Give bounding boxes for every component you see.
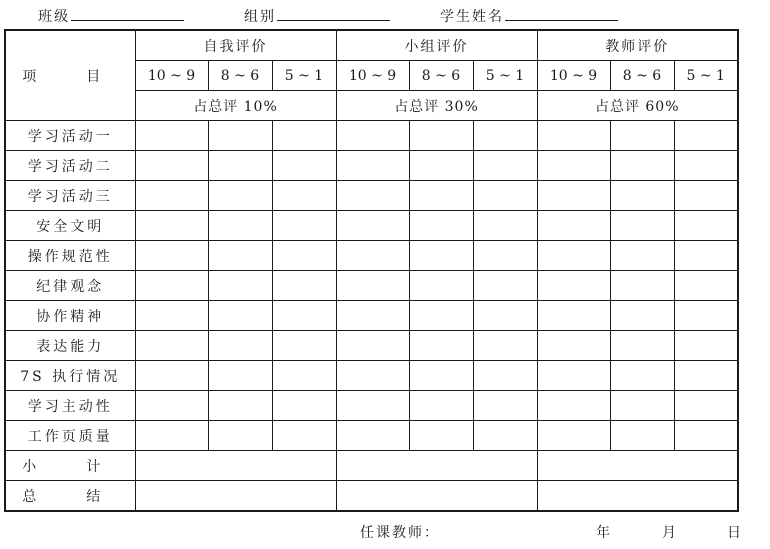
score-input-cell[interactable] [674,241,738,271]
evaluation-row [5,331,738,361]
score-input-cell[interactable] [537,421,610,451]
score-input-cell[interactable] [674,121,738,151]
score-input-cell[interactable] [208,121,272,151]
score-input-cell[interactable] [208,391,272,421]
score-input-cell[interactable] [272,421,336,451]
student-name-blank[interactable] [505,4,618,21]
score-input-cell[interactable] [208,211,272,241]
evaluation-row [5,301,738,331]
score-input-cell[interactable] [610,241,674,271]
summary-label: 总 结 [5,481,135,512]
score-input-cell[interactable] [135,301,208,331]
group-blank[interactable] [277,4,390,21]
score-input-cell[interactable] [208,271,272,301]
score-input-cell[interactable] [674,331,738,361]
score-input-cell[interactable] [610,151,674,181]
score-input-cell[interactable] [473,301,537,331]
score-input-cell[interactable] [537,211,610,241]
score-input-cell[interactable] [208,331,272,361]
teacher-eval-weight: 占总评 60% [537,91,738,121]
score-input-cell[interactable] [135,211,208,241]
score-input-cell[interactable] [537,301,610,331]
score-input-cell[interactable] [336,121,409,151]
score-input-cell[interactable] [336,271,409,301]
group-label: 组别 [244,9,276,25]
item-label: 工作页质量 [5,421,135,451]
score-input-cell[interactable] [336,181,409,211]
score-input-cell[interactable] [674,301,738,331]
score-input-cell[interactable] [610,121,674,151]
score-input-cell[interactable] [409,121,473,151]
score-input-cell[interactable] [409,181,473,211]
score-input-cell[interactable] [473,181,537,211]
score-input-cell[interactable] [473,211,537,241]
score-input-cell[interactable] [674,361,738,391]
group-eval-weight: 占总评 30% [336,91,537,121]
score-input-cell[interactable] [473,151,537,181]
group-field [244,4,390,26]
score-input-cell[interactable] [409,331,473,361]
score-range-cell: 5 ~ 1 [473,61,537,91]
item-label: 学习活动二 [5,151,135,181]
score-input-cell[interactable] [135,121,208,151]
score-input-cell[interactable] [610,421,674,451]
score-input-cell[interactable] [610,301,674,331]
score-input-cell[interactable] [208,241,272,271]
score-input-cell[interactable] [674,271,738,301]
score-input-cell[interactable] [336,331,409,361]
score-input-cell[interactable] [409,421,473,451]
score-input-cell[interactable] [135,391,208,421]
day-label: 日 [727,525,743,541]
score-input-cell[interactable] [610,271,674,301]
class-field [38,4,184,26]
score-input-cell[interactable] [135,181,208,211]
score-input-cell[interactable] [610,211,674,241]
evaluation-row [5,151,738,181]
teacher-subtotal-cell[interactable] [537,451,738,481]
score-range-cell: 5 ~ 1 [674,61,738,91]
score-input-cell[interactable] [135,361,208,391]
score-range-cell: 10 ~ 9 [537,61,610,91]
score-input-cell[interactable] [409,301,473,331]
group-eval-header: 小组评价 [336,30,537,61]
score-input-cell[interactable] [674,211,738,241]
teacher-signature-label: 任课教师： [360,525,440,541]
score-input-cell[interactable] [336,211,409,241]
score-input-cell[interactable] [272,301,336,331]
self-summary-cell[interactable] [135,481,336,512]
evaluation-row [5,421,738,451]
evaluation-row [5,361,738,391]
class-label: 班级 [38,9,70,25]
form-footer [0,522,770,542]
score-input-cell[interactable] [409,391,473,421]
score-input-cell[interactable] [473,421,537,451]
score-input-cell[interactable] [537,331,610,361]
score-input-cell[interactable] [610,391,674,421]
score-input-cell[interactable] [336,361,409,391]
score-input-cell[interactable] [336,421,409,451]
score-input-cell[interactable] [135,331,208,361]
score-input-cell[interactable] [272,121,336,151]
score-input-cell[interactable] [409,271,473,301]
score-input-cell[interactable] [336,391,409,421]
score-input-cell[interactable] [409,151,473,181]
evaluation-row [5,181,738,211]
item-label: 安全文明 [5,211,135,241]
score-range-cell: 10 ~ 9 [336,61,409,91]
score-input-cell[interactable] [537,241,610,271]
score-input-cell[interactable] [537,121,610,151]
score-input-cell[interactable] [336,151,409,181]
score-input-cell[interactable] [610,361,674,391]
score-input-cell[interactable] [336,241,409,271]
evaluation-row [5,211,738,241]
group-subtotal-cell[interactable] [336,451,537,481]
score-input-cell[interactable] [610,331,674,361]
subtotal-row [5,451,738,481]
score-range-cell: 8 ~ 6 [610,61,674,91]
score-input-cell[interactable] [610,181,674,211]
score-input-cell[interactable] [208,301,272,331]
score-input-cell[interactable] [272,361,336,391]
score-input-cell[interactable] [272,271,336,301]
item-column-header: 项 目 [5,30,135,121]
score-input-cell[interactable] [674,421,738,451]
score-input-cell[interactable] [272,151,336,181]
item-label: 学习主动性 [5,391,135,421]
score-input-cell[interactable] [272,241,336,271]
form-header [0,4,770,26]
self-eval-weight: 占总评 10% [135,91,336,121]
score-input-cell[interactable] [537,361,610,391]
score-input-cell[interactable] [208,361,272,391]
score-input-cell[interactable] [674,391,738,421]
score-input-cell[interactable] [409,241,473,271]
score-input-cell[interactable] [473,241,537,271]
summary-row [5,481,738,512]
score-range-cell: 8 ~ 6 [208,61,272,91]
teacher-eval-header: 教师评价 [537,30,738,61]
score-input-cell[interactable] [272,211,336,241]
score-input-cell[interactable] [272,331,336,361]
score-range-cell: 8 ~ 6 [409,61,473,91]
self-eval-header: 自我评价 [135,30,336,61]
year-label: 年 [596,525,612,541]
score-input-cell[interactable] [674,151,738,181]
score-input-cell[interactable] [272,181,336,211]
subtotal-label: 小 计 [5,451,135,481]
score-input-cell[interactable] [409,361,473,391]
score-input-cell[interactable] [208,151,272,181]
group-summary-cell[interactable] [336,481,537,512]
item-label: 纪律观念 [5,271,135,301]
teacher-summary-cell[interactable] [537,481,738,512]
score-input-cell[interactable] [473,121,537,151]
item-label: 学习活动三 [5,181,135,211]
month-label: 月 [662,525,678,541]
score-input-cell[interactable] [537,181,610,211]
score-input-cell[interactable] [537,271,610,301]
item-label: 7S 执行情况 [5,361,135,391]
score-input-cell[interactable] [208,181,272,211]
score-input-cell[interactable] [135,421,208,451]
student-name-field [440,4,618,26]
score-input-cell[interactable] [135,151,208,181]
score-input-cell[interactable] [272,391,336,421]
evaluation-row [5,271,738,301]
item-label: 表达能力 [5,331,135,361]
item-label: 协作精神 [5,301,135,331]
score-input-cell[interactable] [473,391,537,421]
score-input-cell[interactable] [537,391,610,421]
score-input-cell[interactable] [674,181,738,211]
score-input-cell[interactable] [473,271,537,301]
score-input-cell[interactable] [336,301,409,331]
class-blank[interactable] [71,4,184,21]
score-input-cell[interactable] [537,151,610,181]
item-label: 学习活动一 [5,121,135,151]
score-input-cell[interactable] [135,271,208,301]
score-range-cell: 10 ~ 9 [135,61,208,91]
evaluation-row [5,121,738,151]
student-name-label: 学生姓名 [440,9,504,25]
evaluation-table [4,29,739,512]
score-input-cell[interactable] [473,361,537,391]
item-label: 操作规范性 [5,241,135,271]
score-range-cell: 5 ~ 1 [272,61,336,91]
score-input-cell[interactable] [208,421,272,451]
evaluation-row [5,241,738,271]
score-input-cell[interactable] [135,241,208,271]
score-input-cell[interactable] [473,331,537,361]
score-input-cell[interactable] [409,211,473,241]
evaluation-row [5,391,738,421]
self-subtotal-cell[interactable] [135,451,336,481]
